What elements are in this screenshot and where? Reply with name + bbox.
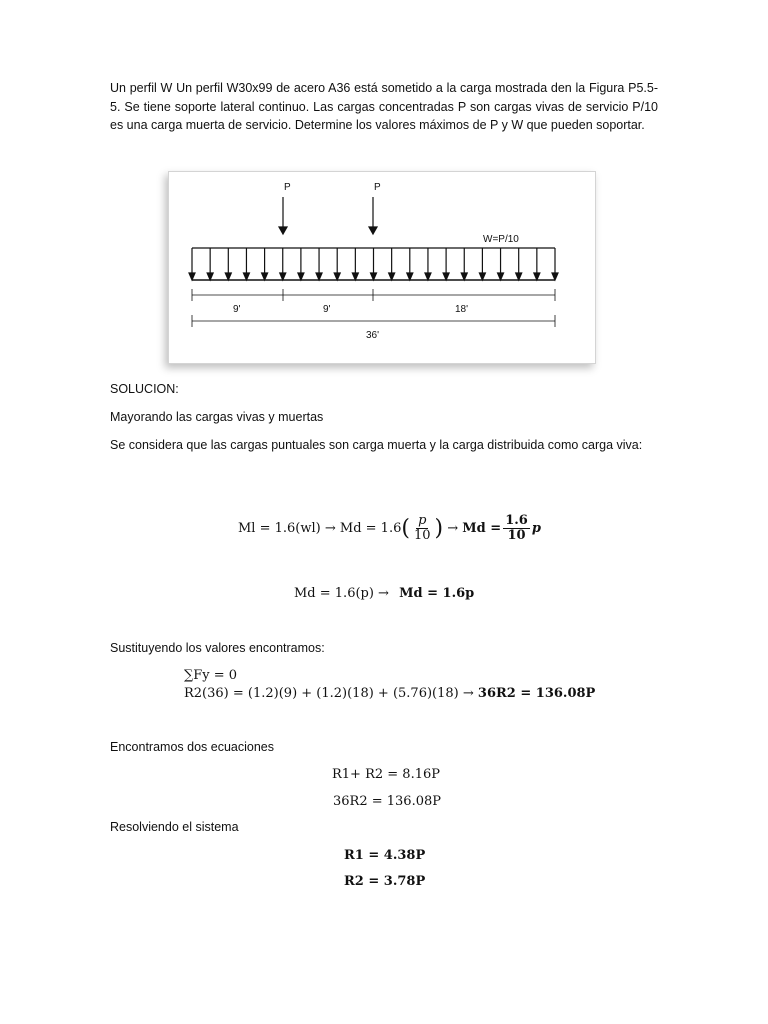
equation-2	[294, 586, 474, 601]
dist-load-arrowhead	[316, 273, 322, 280]
eq1-arrow: →	[447, 521, 459, 536]
eq1-bold-den: 10	[507, 528, 526, 543]
dist-load-arrowhead	[243, 273, 249, 280]
load-p2-label: P	[374, 182, 381, 193]
dist-load-arrowhead	[371, 273, 377, 280]
dist-load-arrowhead	[552, 273, 558, 280]
dist-load-arrowhead	[189, 273, 195, 280]
dist-load-arrowhead	[389, 273, 395, 280]
step-2: Se considera que las cargas puntuales son carga muerta y la carga distribuida como carga viva:	[110, 438, 643, 452]
step-1: Mayorando las cargas vivas y muertas	[110, 410, 324, 424]
eq1-bold-var: p	[531, 521, 541, 536]
dist-load-arrowhead	[225, 273, 231, 280]
dist-load-arrowhead	[407, 273, 413, 280]
dist-load-arrowhead	[443, 273, 449, 280]
dist-load-arrowhead	[207, 273, 213, 280]
step-5: Resolviendo el sistema	[110, 820, 239, 834]
dist-load-arrowhead	[262, 273, 268, 280]
eq2-lhs: Md = 1.6(p) →	[294, 586, 389, 601]
equation-4	[184, 686, 595, 701]
step-3: Sustituyendo los valores encontramos:	[110, 641, 325, 655]
solution-heading: SOLUCION:	[110, 382, 179, 396]
load-p1-label: P	[284, 182, 291, 193]
eq4-lhs: R2(36) = (1.2)(9) + (1.2)(18) + (5.76)(18) →	[184, 686, 474, 701]
dist-load-arrowhead	[425, 273, 431, 280]
dist-load-arrowhead	[479, 273, 485, 280]
dist-load-label: W=P/10	[483, 234, 519, 245]
problem-statement: Un perfil W Un perfil W30x99 de acero A36 está sometido a la carga mostrada den la Figura P5.5-5. Se tiene soporte lateral continuo. Las cargas concentradas P son cargas vivas de servicio P/10 es una carga muerta de servicio. Determine los valores máximos de P y W que pueden soportar.	[110, 81, 658, 133]
dist-load-arrowhead	[352, 273, 358, 280]
eq1-lhs: Ml = 1.6(wl) → Md = 1.6	[238, 521, 402, 536]
step-4: Encontramos dos ecuaciones	[110, 740, 274, 754]
eq1-frac-den: 10	[413, 528, 431, 543]
dist-load-arrowhead	[534, 273, 540, 280]
dist-load-arrowhead	[516, 273, 522, 280]
beam-diagram	[169, 172, 595, 363]
eq2-bold: Md = 1.6p	[399, 586, 475, 601]
dim-3-label: 18'	[455, 304, 469, 315]
eq1-frac-num: p	[418, 513, 427, 528]
dist-load-arrowhead	[298, 273, 304, 280]
eq1-bold-lhs: Md =	[462, 521, 502, 536]
result-2: R2 = 3.78P	[344, 874, 426, 889]
equation-3: ∑Fy = 0	[184, 668, 238, 683]
equation-5: R1+ R2 = 8.16P	[332, 767, 440, 782]
dim-total-label: 36'	[366, 330, 380, 341]
dist-load-arrowhead	[498, 273, 504, 280]
dim-1-label: 9'	[233, 304, 241, 315]
equation-1: Ml = 1.6(wl) → Md = 1.6( $\frac{p}{10}$ ) → Md = $\frac{1.6}{10}$ p	[238, 513, 541, 543]
beam-figure	[168, 171, 596, 364]
dist-load-arrowhead	[461, 273, 467, 280]
equation-6: 36R2 = 136.08P	[333, 794, 441, 809]
dist-load-arrowhead	[280, 273, 286, 280]
eq4-bold: 36R2 = 136.08P	[477, 686, 596, 701]
dim-2-label: 9'	[323, 304, 331, 315]
eq1-bold-num: 1.6	[505, 513, 528, 528]
result-1: R1 = 4.38P	[344, 848, 426, 863]
dist-load-arrowhead	[334, 273, 340, 280]
